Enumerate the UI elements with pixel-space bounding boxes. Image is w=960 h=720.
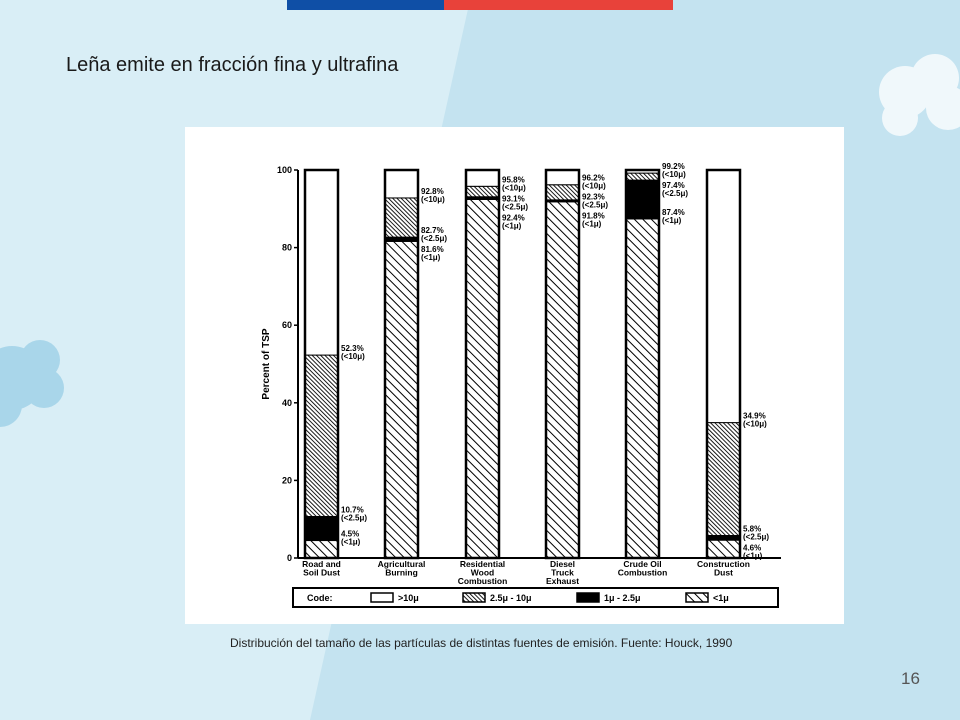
data-label: 87.4% (662, 207, 685, 217)
data-label-sizeclass: (<10μ) (582, 181, 606, 191)
data-label-sizeclass: (<1μ) (662, 215, 682, 225)
bar-segment (707, 423, 740, 536)
figure-caption: Distribución del tamaño de las partículas de distintas fuentes de emisión. Fuente: Houck, 1990 (230, 636, 733, 650)
data-label-sizeclass: (<2.5μ) (502, 202, 529, 212)
bar-segment (305, 170, 338, 355)
x-category-label: Combustion (617, 567, 668, 578)
data-label: 10.7% (341, 505, 364, 515)
data-label-sizeclass: (<1μ) (743, 551, 763, 561)
legend-swatch (686, 593, 708, 602)
data-label: 52.3% (341, 344, 364, 354)
bar-segment (385, 170, 418, 198)
data-label: 81.6% (421, 245, 444, 255)
data-label-sizeclass: (<10μ) (743, 419, 767, 429)
y-tick-label: 40 (281, 397, 292, 408)
x-category-label: Agricultural (377, 559, 426, 569)
x-category-label: Soil Dust (303, 567, 340, 578)
bar-segment (305, 541, 338, 558)
y-tick-label: 60 (281, 320, 292, 331)
legend-label: 1μ - 2.5μ (604, 593, 641, 603)
data-label-sizeclass: (<10μ) (421, 194, 445, 204)
bar-segment (385, 198, 418, 237)
bar-segment (466, 186, 499, 196)
data-label: 91.8% (582, 211, 605, 221)
x-category-label: Truck (551, 567, 574, 578)
accent-bar-blue (287, 0, 444, 10)
y-tick-label: 0 (286, 553, 292, 563)
x-category-label: Road and (302, 559, 341, 569)
bar-segment (385, 237, 418, 241)
y-axis-label: Percent of TSP (261, 328, 272, 400)
x-category-label: Construction (697, 559, 750, 569)
x-category-label: Exhaust (545, 576, 580, 586)
data-label: 92.3% (582, 192, 605, 202)
x-category-label: Residential (459, 559, 506, 569)
data-label-sizeclass: (<2.5μ) (421, 234, 448, 244)
data-label-sizeclass: (<2.5μ) (582, 200, 609, 210)
legend-swatch (463, 593, 485, 602)
data-label-sizeclass: (<1μ) (502, 221, 522, 231)
bar-segment (546, 202, 579, 558)
legend-label: <1μ (713, 593, 729, 603)
bar-segment (626, 219, 659, 558)
data-label-sizeclass: (<1μ) (582, 219, 602, 229)
data-label: 96.2% (582, 173, 605, 183)
data-label: 92.4% (502, 213, 525, 223)
legend-swatch (371, 593, 393, 602)
bar-segment (305, 516, 338, 540)
bar-segment (546, 170, 579, 185)
data-label-sizeclass: (<1μ) (421, 253, 441, 263)
data-label-sizeclass: (<10μ) (341, 352, 365, 362)
chart-figure (185, 127, 844, 624)
bar-segment (305, 355, 338, 516)
stacked-bar-chart (185, 127, 844, 624)
y-tick-label: 80 (281, 242, 292, 253)
legend-swatch (577, 593, 599, 602)
x-category-label: Burning (385, 567, 418, 578)
data-label-sizeclass: (<10μ) (662, 170, 686, 180)
data-label: 95.8% (502, 175, 525, 185)
data-label-sizeclass: (<1μ) (341, 537, 361, 547)
bar-segment (707, 170, 740, 423)
data-label-sizeclass: (<2.5μ) (662, 189, 689, 199)
slide-title: Leña emite en fracción fina y ultrafina (66, 54, 399, 76)
bar-segment (626, 173, 659, 180)
bar-segment (466, 199, 499, 558)
x-category-label: Wood (470, 567, 495, 578)
data-label: 92.8% (421, 186, 444, 196)
accent-bar-red (444, 0, 673, 10)
y-tick-label: 20 (281, 475, 292, 486)
data-label: 4.6% (743, 543, 762, 553)
data-label: 99.2% (662, 162, 685, 172)
data-label: 97.4% (662, 181, 685, 191)
data-label-sizeclass: (<10μ) (502, 183, 526, 193)
data-label: 93.1% (502, 194, 525, 204)
bar-segment (626, 180, 659, 219)
data-label: 82.7% (421, 226, 444, 236)
data-label: 5.8% (743, 524, 762, 534)
y-tick-label: 100 (276, 165, 292, 175)
data-label: 4.5% (341, 529, 360, 539)
legend-label: >10μ (398, 593, 419, 603)
x-category-label: Combustion (457, 576, 508, 586)
bar-segment (385, 241, 418, 558)
bar-segment (707, 535, 740, 540)
legend-title: Code: (307, 593, 333, 603)
bar-segment (466, 170, 499, 186)
data-label-sizeclass: (<2.5μ) (341, 513, 368, 523)
x-category-label: Crude Oil (623, 559, 662, 569)
bar-segment (707, 540, 740, 558)
page-number: 16 (901, 669, 920, 688)
x-category-label: Diesel (549, 559, 576, 569)
x-category-label: Dust (714, 567, 733, 578)
data-label: 34.9% (743, 411, 766, 421)
bar-segment (546, 185, 579, 200)
legend-label: 2.5μ - 10μ (490, 593, 532, 603)
data-label-sizeclass: (<2.5μ) (743, 532, 770, 542)
